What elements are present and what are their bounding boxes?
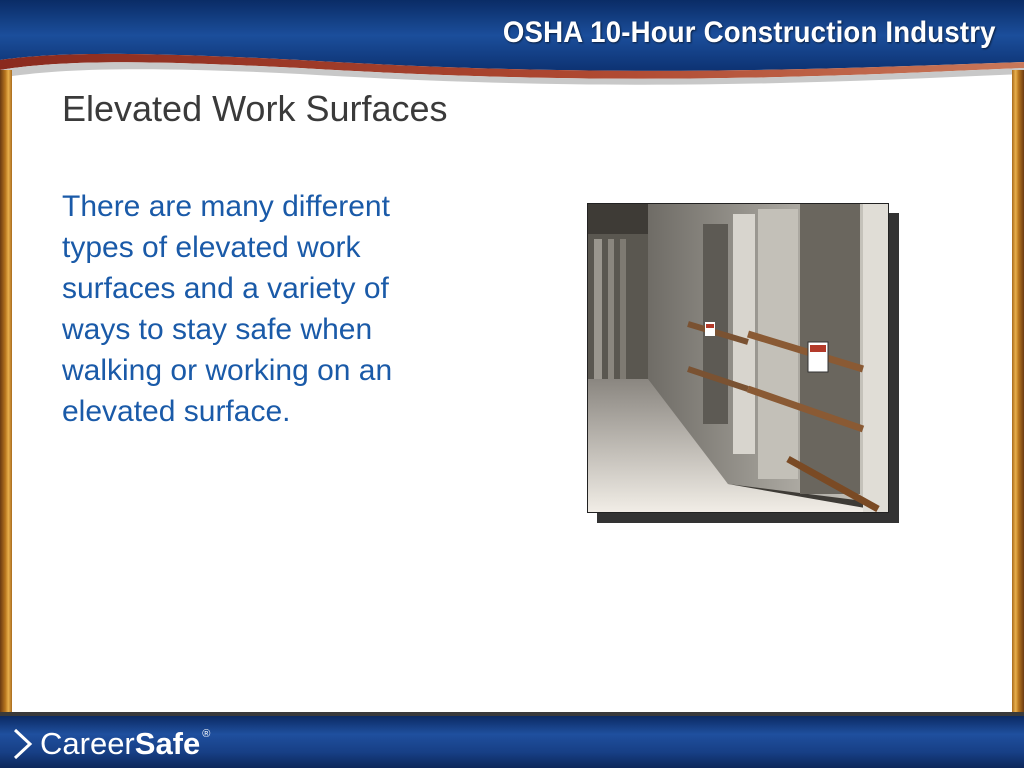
construction-photo xyxy=(587,203,889,513)
slide-body-text: There are many different types of elevated work surfaces and a variety of ways to stay safe when walking or working on an elevated surface. xyxy=(62,190,393,428)
footer-bar xyxy=(0,712,1024,768)
construction-photo-frame xyxy=(587,203,889,513)
left-border xyxy=(0,70,12,712)
elevator-shaft-illustration xyxy=(588,204,888,512)
chevron-right-icon xyxy=(12,727,34,761)
registered-mark: ® xyxy=(202,728,211,740)
header-banner xyxy=(0,0,1024,95)
careersafe-logo xyxy=(12,724,210,764)
logo-text-career: Career xyxy=(40,726,135,761)
right-border xyxy=(1012,70,1024,712)
logo-text-safe: Safe xyxy=(134,726,201,761)
slide-title: Elevated Work Surfaces xyxy=(62,88,448,129)
course-title: OSHA 10-Hour Construction Industry xyxy=(503,16,996,49)
